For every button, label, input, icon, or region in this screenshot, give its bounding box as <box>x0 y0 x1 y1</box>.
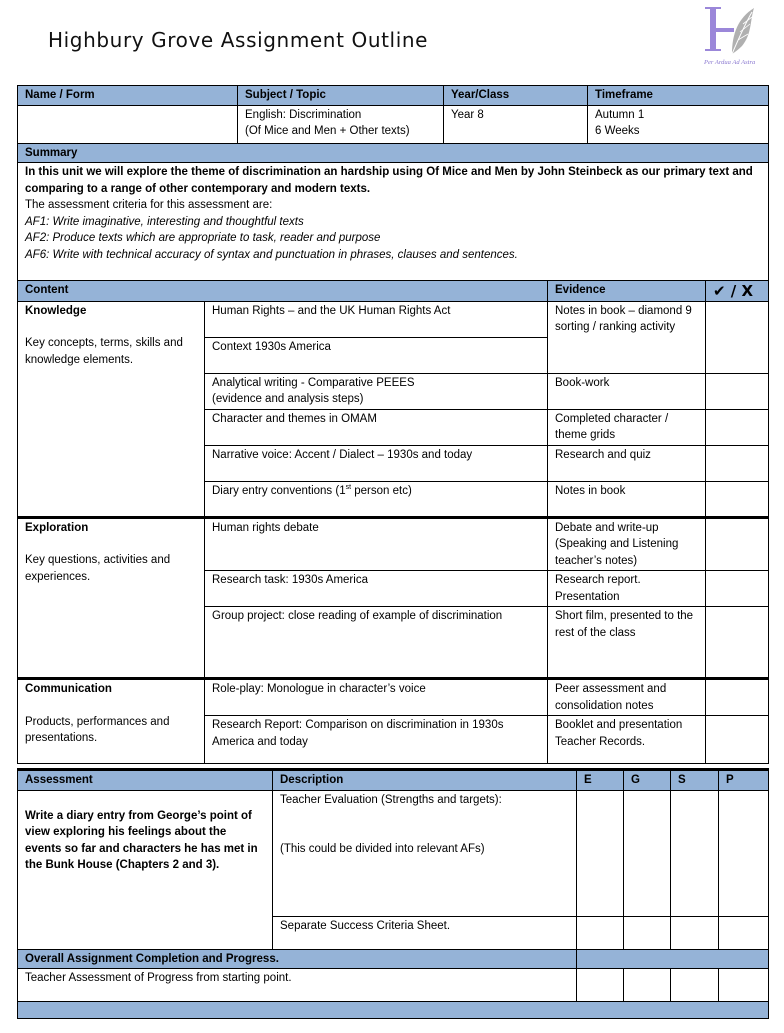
assessment-task: Write a diary entry from George’s point of view exploring his feelings about the events so far and characters he has met in the Bunk House (Chapters 2 and 3). <box>18 790 273 949</box>
exploration-desc: Key questions, activities and experiences. <box>25 554 171 583</box>
header-grade-p: P <box>719 770 769 791</box>
knowledge-desc: Key concepts, terms, skills and knowledge elements. <box>25 337 183 366</box>
communication-check-1[interactable] <box>706 679 769 716</box>
exploration-check-1[interactable] <box>706 517 769 571</box>
overall-grade-s[interactable] <box>671 969 719 1002</box>
header-evidence: Evidence <box>548 281 706 302</box>
knowledge-evidence-5: Research and quiz <box>548 445 706 481</box>
grade-p-2[interactable] <box>719 916 769 949</box>
school-logo <box>702 4 768 70</box>
criteria-af6: AF6: Write with technical accuracy of syntax and punctuation in phrases, clauses and sentences. <box>25 248 518 261</box>
knowledge-evidence-3: Book-work <box>548 373 706 409</box>
exploration-evidence-2 <box>548 571 706 607</box>
communication-check-2[interactable] <box>706 716 769 764</box>
knowledge-content-6 <box>205 481 548 517</box>
summary-header: Summary <box>18 143 769 163</box>
header-grade-g: G <box>624 770 671 791</box>
knowledge-content-5: Narrative voice: Accent / Dialect – 1930s and today <box>205 445 548 481</box>
knowledge-check-5[interactable] <box>706 445 769 481</box>
assessment-table <box>17 768 769 1019</box>
content-table <box>17 280 769 764</box>
criteria-intro: The assessment criteria for this assessment are: <box>25 199 273 211</box>
header-grade-s: S <box>671 770 719 791</box>
evidence-line: Presentation <box>555 590 620 603</box>
feather-icon <box>702 4 768 56</box>
header-check: ✔ / X <box>706 281 769 302</box>
criteria-af2: AF2: Produce texts which are appropriate to task, reader and purpose <box>25 232 381 244</box>
grade-e-2[interactable] <box>577 916 624 949</box>
communication-evidence-2 <box>548 716 706 764</box>
description-evaluation-cell <box>273 790 577 916</box>
communication-desc: Products, performances and presentations. <box>25 715 170 744</box>
subject-subline: (Of Mice and Men + Other texts) <box>245 125 410 137</box>
exploration-content-2: Research task: 1930s America <box>205 571 548 607</box>
description-success: Separate Success Criteria Sheet. <box>273 916 577 949</box>
footer-bar <box>18 1002 769 1019</box>
info-table <box>17 85 769 281</box>
name-form-field[interactable] <box>18 105 238 143</box>
evidence-line: Research report. <box>555 574 641 586</box>
grade-s-2[interactable] <box>671 916 719 949</box>
overall-grade-g[interactable] <box>624 969 671 1002</box>
timeframe-cell <box>588 105 769 143</box>
timeframe-term: Autumn 1 <box>595 108 645 121</box>
summary-cell <box>18 163 769 281</box>
year-class-cell: Year 8 <box>444 105 588 143</box>
exploration-title: Exploration <box>25 521 89 534</box>
knowledge-content-2: Context 1930s America <box>205 337 548 373</box>
exploration-evidence-1: Debate and write-up (Speaking and Listening teacher’s notes) <box>548 517 706 571</box>
header-assessment: Assessment <box>18 770 273 791</box>
timeframe-duration: 6 Weeks <box>595 125 640 137</box>
overall-grade-e[interactable] <box>577 969 624 1002</box>
grade-g-1[interactable] <box>624 790 671 916</box>
overall-grade-p[interactable] <box>719 969 769 1002</box>
page-title: Highbury Grove Assignment Outline <box>48 28 429 52</box>
overall-header-fill <box>577 949 769 969</box>
content-line: Analytical writing - Comparative PEEES <box>212 376 415 389</box>
content-line: (evidence and analysis steps) <box>212 393 364 405</box>
knowledge-check-1[interactable] <box>706 301 769 373</box>
knowledge-check-6[interactable] <box>706 481 769 517</box>
grade-s-1[interactable] <box>671 790 719 916</box>
header-subject-topic: Subject / Topic <box>238 86 444 106</box>
exploration-content-1: Human rights debate <box>205 517 548 571</box>
exploration-content-3: Group project: close reading of example of discrimination <box>205 607 548 679</box>
knowledge-evidence-4: Completed character / theme grids <box>548 409 706 445</box>
knowledge-cell <box>18 301 205 517</box>
communication-title: Communication <box>25 683 112 695</box>
grade-e-1[interactable] <box>577 790 624 916</box>
knowledge-title: Knowledge <box>25 304 87 317</box>
header-grade-e: E <box>577 770 624 791</box>
header-content: Content <box>18 281 548 302</box>
header-name-form: Name / Form <box>18 86 238 106</box>
header-year-class: Year/Class <box>444 86 588 106</box>
communication-evidence-1: Peer assessment and consolidation notes <box>548 679 706 716</box>
knowledge-content-3 <box>205 373 548 409</box>
content-text: person etc) <box>351 484 412 497</box>
header-description: Description <box>273 770 577 791</box>
header-timeframe: Timeframe <box>588 86 769 106</box>
evaluation-label: Teacher Evaluation (Strengths and targets): <box>280 793 502 806</box>
communication-content-1: Role-play: Monologue in character’s voice <box>205 679 548 716</box>
exploration-evidence-3: Short film, presented to the rest of the class <box>548 607 706 679</box>
criteria-af1: AF1: Write imaginative, interesting and thoughtful texts <box>25 215 304 228</box>
knowledge-content-1: Human Rights – and the UK Human Rights Act <box>205 301 548 337</box>
subject-topic-cell <box>238 105 444 143</box>
knowledge-evidence-6: Notes in book <box>548 481 706 517</box>
knowledge-evidence-shared: Notes in book – diamond 9 sorting / ranking activity <box>548 301 706 373</box>
exploration-check-3[interactable] <box>706 607 769 679</box>
knowledge-content-4: Character and themes in OMAM <box>205 409 548 445</box>
knowledge-check-4[interactable] <box>706 409 769 445</box>
evidence-line: Booklet and presentation <box>555 719 683 731</box>
communication-content-2: Research Report: Comparison on discrimination in 1930s America and today <box>205 716 548 764</box>
communication-cell <box>18 679 205 764</box>
overall-header: Overall Assignment Completion and Progress. <box>18 949 577 969</box>
summary-intro: In this unit we will explore the theme of discrimination an hardship using Of Mice and Men by John Steinbeck as our primary text and comparing to a range of other contemporary and modern texts. <box>25 166 753 195</box>
overall-text: Teacher Assessment of Progress from starting point. <box>18 969 577 1002</box>
evaluation-note: (This could be divided into relevant AFs) <box>280 843 485 855</box>
evidence-line: Teacher Records. <box>555 735 646 748</box>
subject-line: English: Discrimination <box>245 108 362 121</box>
grade-g-2[interactable] <box>624 916 671 949</box>
knowledge-check-3[interactable] <box>706 373 769 409</box>
logo-motto: Per Ardua Ad Astra <box>704 59 756 66</box>
content-text: Diary entry conventions (1 <box>212 484 346 497</box>
grade-p-1[interactable] <box>719 790 769 916</box>
superscript: st <box>345 483 352 491</box>
exploration-check-2[interactable] <box>706 571 769 607</box>
exploration-cell <box>18 517 205 679</box>
